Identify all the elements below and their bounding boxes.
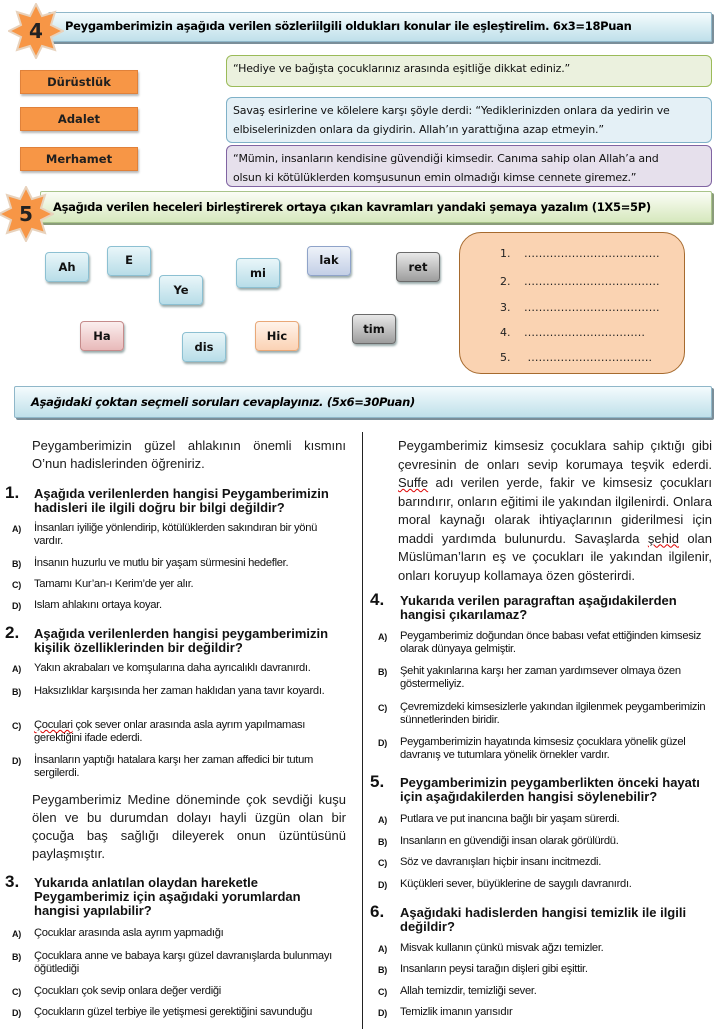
quote-box-3: “Mümin, insanların kendisine güvendiği kimsedir. Canıma sahip olan Allah’a and olsun ki kötülüklerden komşusunun emin olmadığı kimse cennete giremez.” bbox=[226, 145, 712, 187]
syllable-ye[interactable]: Ye bbox=[159, 275, 203, 305]
syllable-ah[interactable]: Ah bbox=[45, 252, 89, 282]
section6-instruction: Aşağıdaki çoktan seçmeli soruları cevaplayınız. (5x6=30Puan) bbox=[31, 395, 415, 409]
q5-option-b[interactable]: B) Insanların en güvendiği insan olarak görülürdü. bbox=[378, 835, 619, 847]
question-2-number: 2. bbox=[5, 623, 20, 642]
section5-number: 5 bbox=[19, 202, 33, 226]
quote-box-1: “Hediye ve bağışta çocuklarınız arasında eşitliğe dikkat ediniz.” bbox=[226, 55, 712, 87]
section4-instruction-banner bbox=[48, 12, 712, 42]
answer-line-3[interactable]: 3. ………………………………. bbox=[500, 301, 660, 314]
question-4-text: Yukarıda verilen paragraftan aşağıdakilerden hangisi çıkarılamaz? bbox=[400, 593, 677, 622]
question-6-text: Aşağıdaki hadislerden hangisi temizlik ile ilgili değildir? bbox=[400, 905, 687, 934]
question-6-number: 6. bbox=[370, 902, 385, 921]
q5-option-c[interactable]: C) Söz ve davranışları hiçbir insanı incitmezdi. bbox=[378, 856, 602, 868]
q2-option-b[interactable]: B) Haksızlıklar karşısında her zaman haklıdan yana tavır koyardı. bbox=[12, 685, 325, 697]
q2-option-c[interactable]: C) Çoculari çok sever onlar arasında asla ayrım yapılmaması gerektiğini ifade ederdi. bbox=[12, 719, 306, 744]
q3-option-a[interactable]: A) Çocuklar arasında asla ayrım yapmadığı bbox=[12, 927, 224, 939]
q3-option-c[interactable]: C) Çocukları çok sevip onlara değer verdiği bbox=[12, 985, 221, 997]
answer-line-2[interactable]: 2. ………………………………. bbox=[500, 275, 660, 288]
q1-option-a[interactable]: A) İnsanları iyiliğe yönlendirip, kötülüklerden sakındıran bir yönü vardır. bbox=[12, 522, 318, 547]
syllable-tim[interactable]: tim bbox=[352, 314, 396, 344]
question-4-number: 4. bbox=[370, 590, 385, 609]
q3-option-b[interactable]: B) Çocuklara anne ve babaya karşı güzel davranışlarda bulunmayı öğütlediği bbox=[12, 950, 332, 975]
section4-number: 4 bbox=[29, 19, 43, 43]
section4-instruction: Peygamberimizin aşağıda verilen sözleriilgili oldukları konular ile eşleştirelim. 6x3=18Puan bbox=[65, 19, 632, 33]
section6-instruction-banner bbox=[14, 386, 712, 418]
q1-option-b[interactable]: B) İnsanın huzurlu ve mutlu bir yaşam sürmesini hedefler. bbox=[12, 557, 289, 569]
concept-adalet[interactable]: Adalet bbox=[20, 107, 138, 131]
q3-option-d[interactable]: D) Çocukların güzel terbiye ile yetişmesi gerektiğini savunduğu bbox=[12, 1006, 312, 1018]
syllable-ha[interactable]: Ha bbox=[80, 321, 124, 351]
intro-paragraph-3: Peygamberimiz Medine döneminde çok sevdiği kuşu ölen ve bu durumdan dolayı hayli üzgün olan bir çocuğa baş sağlığı dileyerek onun üzüntüsünü paylaşmıştır. bbox=[32, 792, 346, 861]
q5-option-d[interactable]: D) Küçükleri sever, büyüklerine de saygılı davranırdı. bbox=[378, 878, 632, 890]
answer-line-5[interactable]: 5. ……………………………. bbox=[500, 351, 652, 364]
q5-option-a[interactable]: A) Putlara ve put inancına bağlı bir yaşam sürerdi. bbox=[378, 813, 620, 825]
answer-schema-box bbox=[459, 232, 685, 374]
q4-option-a[interactable]: A) Peygamberimiz doğundan önce babası vefat ettiğinden kimsesiz olarak dünyaya gelmiştir. bbox=[378, 630, 702, 655]
intro-paragraph-1: Peygamberimizin güzel ahlakının önemli kısmını O’nun hadislerinden öğreniriz. bbox=[32, 438, 346, 471]
quote-box-2: Savaş esirlerine ve kölelere karşı şöyle derdi: “Yediklerinizden onlara da yedirin ve elbiselerinizden onlara da giydirin. Allah’ın yarattığına azap etmeyin.” bbox=[226, 97, 712, 143]
syllable-mi[interactable]: mi bbox=[236, 258, 280, 288]
section5-instruction: Aşağıda verilen heceleri birleştirerek ortaya çıkan kavramları yandaki şemaya yazalım (1X5=5P) bbox=[53, 200, 651, 214]
question-2-text: Aşağıda verilenlerden hangisi peygamberimizin kişilik özelliklerinden bir değildir? bbox=[34, 626, 329, 655]
q6-option-d[interactable]: D) Temizlik imanın yarısıdır bbox=[378, 1006, 513, 1018]
section5-instruction-banner bbox=[40, 191, 712, 223]
q6-option-a[interactable]: A) Misvak kullanın çünkü misvak ağzı temizler. bbox=[378, 942, 604, 954]
syllable-lak[interactable]: lak bbox=[307, 246, 351, 276]
question-5-text: Peygamberimizin peygamberlikten önceki hayatı için aşağıdakilerden hangisi söylenebilir? bbox=[400, 775, 700, 804]
question-5-number: 5. bbox=[370, 772, 385, 791]
q1-option-c[interactable]: C) Tamamı Kur’an-ı Kerim’de yer alır. bbox=[12, 578, 194, 590]
q4-option-d[interactable]: D) Peygamberimizin hayatında kimsesiz çocuklara yönelik güzel davranış ve tutumlara yönelik örnekler vardır. bbox=[378, 736, 686, 761]
section5-star-badge bbox=[0, 186, 54, 242]
q4-option-b[interactable]: B) Şehit yakınlarına karşı her zaman yardımsever olmaya özen göstermeliyiz. bbox=[378, 665, 681, 690]
question-1-number: 1. bbox=[5, 483, 20, 502]
q1-option-d[interactable]: D) Islam ahlakını ortaya koyar. bbox=[12, 599, 162, 611]
q2-option-a[interactable]: A) Yakın akrabaları ve komşularına daha ayrıcalıklı davranırdı. bbox=[12, 662, 311, 674]
question-1-text: Aşağıda verilenlerden hangisi Peygamberimizin hadisleri ile ilgili doğru bir bilgi değildir? bbox=[34, 486, 329, 515]
concept-merhamet[interactable]: Merhamet bbox=[20, 147, 138, 171]
intro-paragraph-4: Peygamberimiz kimsesiz çocuklara sahip çıktığı gibi çevresinin de onları sevip korumaya teşvik ederdi. Suffe adı verilen yerde, fakir ve kimsesiz çocukları barındırır, onların eğitimi ile yakından ilgilenirdi. Onlara moral kaynağı olarak ihtiyaçlarının giderilmesi için maddi yardımda bulunurdu. Savaşlarda şehid olan Müslüman’ların eş ve çocukları ile yakından ilgilenir, onları koruyup kollamaya özen gösterirdi. bbox=[398, 438, 712, 583]
answer-line-1[interactable]: 1. ………………………………. bbox=[500, 247, 660, 260]
syllable-hic[interactable]: Hic bbox=[255, 321, 299, 351]
syllable-e[interactable]: E bbox=[107, 246, 151, 276]
syllable-ret[interactable]: ret bbox=[396, 252, 440, 282]
question-3-number: 3. bbox=[5, 872, 20, 891]
q6-option-c[interactable]: C) Allah temizdir, temizliği sever. bbox=[378, 985, 537, 997]
answer-line-4[interactable]: 4. …………………………… bbox=[500, 326, 645, 339]
question-3-text: Yukarıda anlatılan olaydan hareketle Peygamberimiz için aşağıdaki yorumlardan hangisi yapılabilir? bbox=[34, 875, 301, 918]
concept-durustluk[interactable]: Dürüstlük bbox=[20, 70, 138, 94]
column-divider bbox=[362, 432, 363, 1029]
syllable-dis[interactable]: dis bbox=[182, 332, 226, 362]
q6-option-b[interactable]: B) Insanların peysi tarağın dişleri gibi eşittir. bbox=[378, 963, 588, 975]
section4-star-badge bbox=[8, 3, 64, 59]
q4-option-c[interactable]: C) Çevremizdeki kimsesizlerle yakından ilgilenmek peygamberimizin sünnetlerinden biridir. bbox=[378, 701, 706, 726]
q2-option-d[interactable]: D) İnsanların yaptığı hatalara karşı her zaman affedici bir tutum sergilerdi. bbox=[12, 754, 314, 779]
